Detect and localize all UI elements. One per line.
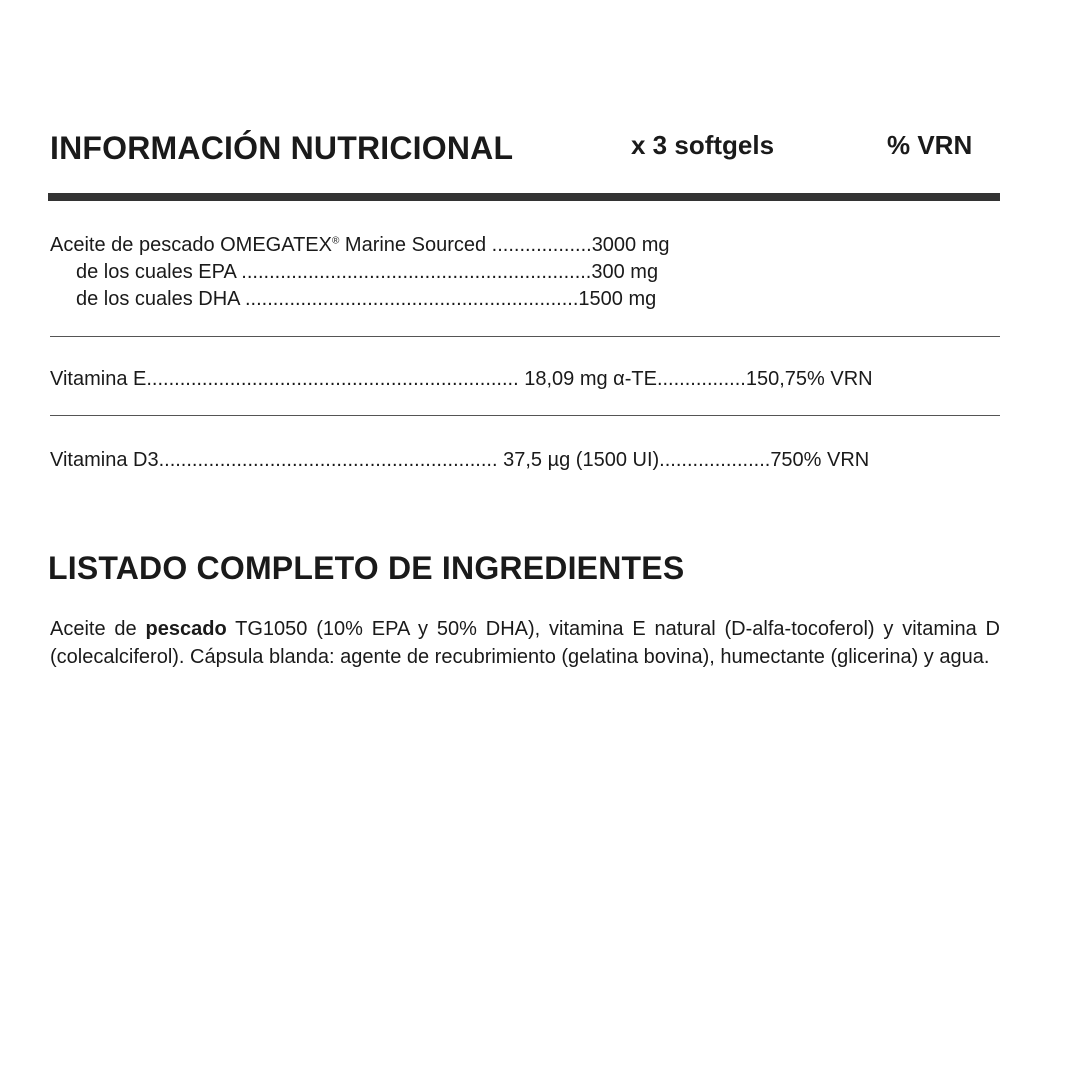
leader-dots: ....................: [659, 449, 771, 471]
serving-column-header: x 3 softgels: [631, 130, 775, 160]
epa-row: [76, 259, 658, 286]
fish-oil-amount: 3000 mg: [591, 234, 670, 256]
fish-oil-name: Aceite de pescado OMEGATEX: [50, 234, 332, 256]
ingredients-highlight: pescado: [145, 618, 227, 640]
header-divider: [48, 193, 1000, 201]
section-divider: [50, 336, 1000, 337]
dha-row: [76, 286, 656, 313]
leader-dots: ...............................................................: [241, 261, 592, 283]
registered-mark: ®: [331, 235, 340, 247]
vitamin-d3-amount: 37,5 µg (1500 UI): [497, 449, 660, 471]
dha-amount: 1500 mg: [578, 288, 657, 310]
ingredients-text-rest: TG1050 (10% EPA y 50% DHA), vitamina E natural (D-alfa-tocoferol) y vitamina D (colecalciferol). Cápsula blanda: agente de recubrimiento (gelatina bovina), humectante (glicerina) y agua.: [50, 618, 1000, 668]
leader-dots: ...................................................................: [146, 368, 519, 390]
vitamin-e-amount: 18,09 mg α-TE: [518, 368, 657, 390]
section-divider: [50, 415, 1000, 416]
epa-name: de los cuales EPA: [76, 261, 242, 283]
vitamin-d3-name: Vitamina D3: [50, 449, 159, 471]
vitamin-e-name: Vitamina E: [50, 368, 147, 390]
vitamin-d3-row: [50, 449, 1001, 472]
nutrition-title: INFORMACIÓN NUTRICIONAL: [50, 130, 514, 166]
ingredients-title: LISTADO COMPLETO DE INGREDIENTES: [48, 550, 685, 586]
ingredients-text: [50, 616, 1000, 671]
fish-oil-name-suffix: Marine Sourced: [339, 234, 492, 256]
leader-dots: ............................................................: [244, 288, 579, 310]
vitamin-e-row: [50, 368, 1001, 391]
epa-amount: 300 mg: [591, 261, 659, 283]
vrn-column-header: % VRN: [887, 130, 973, 160]
vitamin-e-vrn: 150,75% VRN: [745, 368, 873, 390]
fish-oil-row: [50, 232, 670, 259]
leader-dots: .............................................................: [158, 449, 498, 471]
dha-name: de los cuales DHA: [76, 288, 245, 310]
vitamin-d3-vrn: 750% VRN: [770, 449, 870, 471]
leader-dots: ................: [656, 368, 746, 390]
leader-dots: ..................: [491, 234, 592, 256]
ingredients-text-start: Aceite de: [50, 618, 146, 640]
